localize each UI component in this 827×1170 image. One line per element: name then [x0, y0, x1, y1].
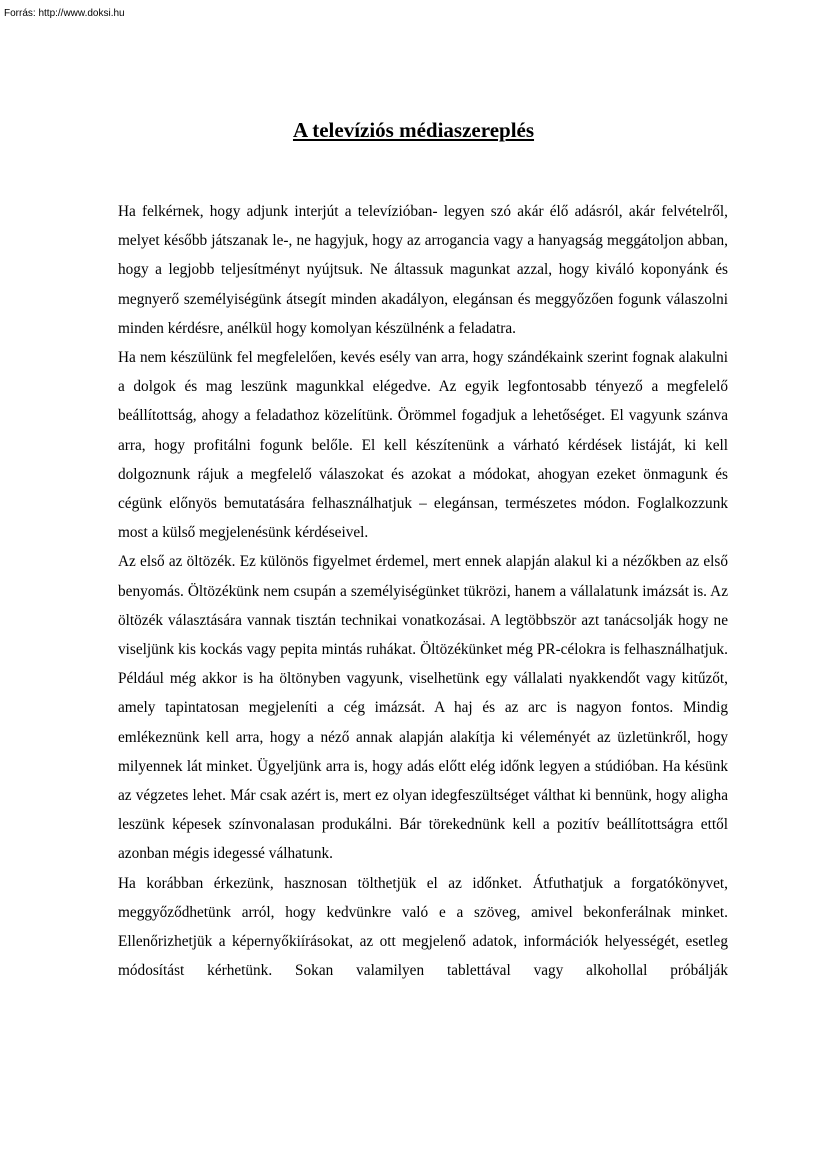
paragraph: Ha felkérnek, hogy adjunk interjút a televízióban- legyen szó akár élő adásról, akár felvételről, melyet később játszanak le-, ne hagyjuk, hogy az arrogancia vagy a hanyagság meggátoljon abban, hogy a legjobb teljesítményt nyújtsuk. Ne áltassuk magunkat azzal, hogy kiváló koponyánk és megnyerő személyiségünk átsegít minden akadályon, elegánsan és meggyőzően fogunk válaszolni minden kérdésre, anélkül hogy komolyan készülnénk a feladatra.	[118, 203, 728, 337]
paragraph: Az első az öltözék. Ez különös figyelmet érdemel, mert ennek alapján alakul ki a nézőkben az első benyomás. Öltözékünk nem csupán a személyiségünket tükrözi, hanem a vállalatunk imázsát is. Az öltözék választására vannak tisztán technikai vonatkozásai. A legtöbbször azt tanácsolják hogy ne viseljünk kis kockás vagy pepita mintás ruhákat. Öltözékünket még PR-célokra is felhasználhatjuk. Például még akkor is ha öltönyben vagyunk, viselhetünk egy vállalati nyakkendőt vagy kitűzőt, amely tapintatosan megjeleníti a cég imázsát. A haj és az arc is nagyon fontos. Mindig emlékeznünk kell arra, hogy a néző annak alapján alakítja ki véleményét az üzletünkről, hogy milyennek lát minket. Ügyeljünk arra is, hogy adás előtt elég időnk legyen a stúdióban. Ha késünk az végzetes lehet. Már csak azért is, mert ez olyan idegfeszültséget válthat ki bennünk, hogy aligha leszünk képesek színvonalasan produkálni. Bár törekednünk kell a pozitív beállítottságra ettől azonban mégis idegessé válhatunk.	[118, 553, 728, 863]
document-title: A televíziós médiaszereplés	[292, 118, 535, 142]
paragraph: Ha korábban érkezünk, hasznosan tölthetjük el az időnket. Átfuthatjuk a forgatókönyvet, meggyőződhetünk arról, hogy kedvünkre való e a szöveg, amivel bekonferálnak minket. Ellenőrizhetjük a képernyőkiírásokat, az ott megjelenő adatok, információk helyességét, esetleg módosítást kérhetünk. Sokan valamilyen tablettával vagy alkohollal próbálják	[118, 874, 728, 980]
source-label: Forrás: http://www.doksi.hu	[4, 8, 125, 19]
document-body	[118, 197, 728, 985]
paragraph: Ha nem készülünk fel megfelelően, kevés esély van arra, hogy szándékaink szerint fognak alakulni a dolgok és mag leszünk magunkkal elégedve. Az egyik legfontosabb tényező a megfelelő beállítottság, ahogy a feladathoz közelítünk. Örömmel fogadjuk a lehetőséget. El vagyunk szánva arra, hogy profitálni fogunk belőle. El kell készítenünk a várható kérdések listáját, ki kell dolgoznunk rájuk a megfelelő válaszokat és azokat a módokat, ahogyan ezeket önmagunk és cégünk előnyös bemutatására felhasználhatjuk – elegánsan, természetes módon. Foglalkozzunk most a külső megjelenésünk kérdéseivel.	[118, 349, 728, 542]
